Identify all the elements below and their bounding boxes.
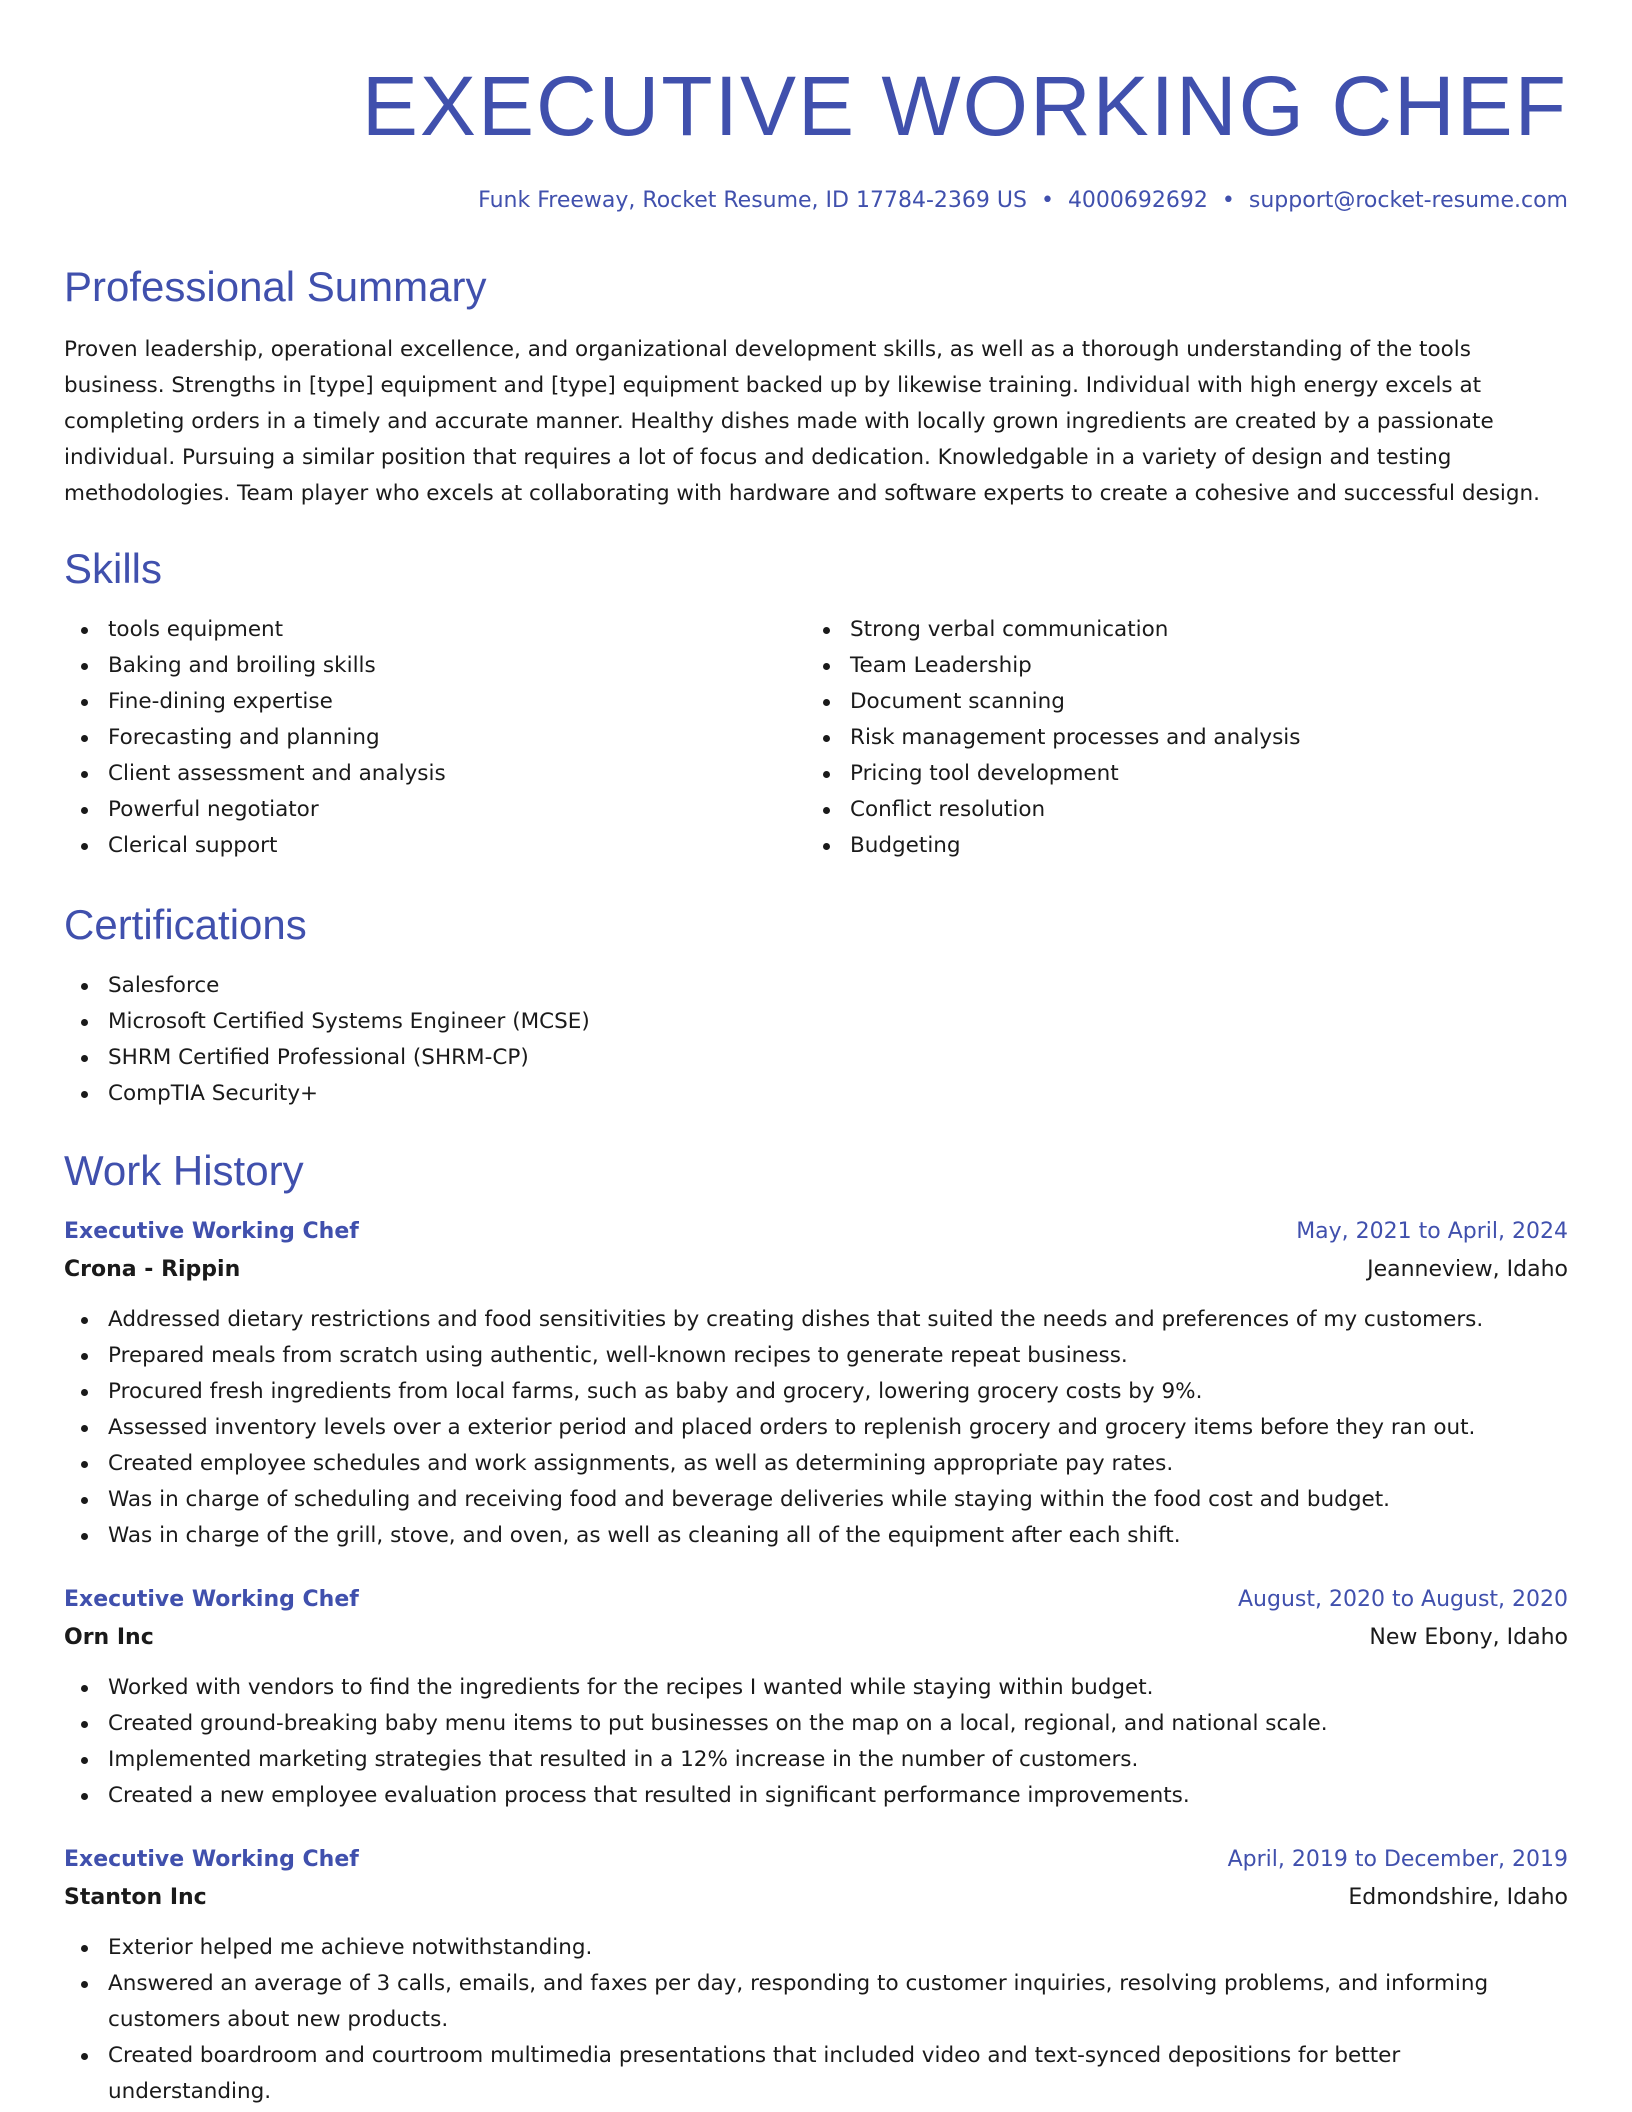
job-bullets (64, 1670, 1568, 1814)
job-entry (64, 1214, 1568, 1554)
skill-item: Pricing tool development (806, 756, 1548, 792)
certification-item: SHRM Certified Professional (SHRM-CP) (64, 1040, 1568, 1076)
certifications-list (64, 968, 1568, 1112)
job-bullet: Implemented marketing strategies that resulted in a 12% increase in the number of customers. (64, 1742, 1568, 1778)
job-bullets (64, 1302, 1568, 1554)
skill-item: Team Leadership (806, 648, 1548, 684)
skills-list-left (64, 612, 806, 864)
job-bullet: Was in charge of scheduling and receiving food and beverage deliveries while staying within the food cost and budget. (64, 1482, 1568, 1518)
job-bullet: Created employee schedules and work assignments, as well as determining appropriate pay rates. (64, 1446, 1568, 1482)
job-company-row (64, 1618, 1568, 1658)
certification-item: Salesforce (64, 968, 1568, 1004)
skill-item: Conflict resolution (806, 792, 1548, 828)
summary-heading: Professional Summary (64, 263, 487, 311)
job-company-row (64, 1250, 1568, 1290)
job-bullet: Answered an average of 3 calls, emails, and faxes per day, responding to customer inquiries, resolving problems, and informing customers about new products. (64, 1966, 1568, 2038)
skill-item: Document scanning (806, 684, 1548, 720)
job-location: Jeanneview, Idaho (1367, 1257, 1568, 1283)
job-bullet: Addressed dietary restrictions and food sensitivities by creating dishes that suited the needs and preferences of my customers. (64, 1302, 1568, 1338)
job-bullet: Prepared meals from scratch using authentic, well-known recipes to generate repeat business. (64, 1338, 1568, 1374)
job-entry (64, 1582, 1568, 1814)
job-company: Orn Inc (64, 1625, 154, 1651)
job-bullets (64, 1930, 1568, 2110)
job-company: Crona - Rippin (64, 1257, 241, 1283)
skill-item: Fine-dining expertise (64, 684, 806, 720)
contact-address: Funk Freeway, Rocket Resume, ID 17784-2369 US (478, 188, 1027, 213)
job-location: Edmondshire, Idaho (1348, 1885, 1568, 1911)
skills-columns (64, 612, 1568, 864)
job-header-row (64, 1582, 1568, 1618)
job-header-row (64, 1214, 1568, 1250)
work-history-heading: Work History (64, 1147, 304, 1195)
skill-item: Forecasting and planning (64, 720, 806, 756)
job-company: Stanton Inc (64, 1885, 207, 1911)
summary-text: Proven leadership, operational excellence, and organizational development skills, as well as a thorough understanding of the tools business. Strengths in [type] equipment and [type] equipment backed up by likewise training. Individual with high energy excels at completing orders in a timely and accurate manner. Healthy dishes made with locally grown ingredients are created by a passionate individual. Pursuing a similar position that requires a lot of focus and dedication. Knowledgable in a variety of design and testing methodologies. Team player who excels at collaborating with hardware and software experts to create a cohesive and successful design. (64, 337, 1541, 507)
job-title: Executive Working Chef (64, 1219, 359, 1245)
skill-item: Strong verbal communication (806, 612, 1548, 648)
job-bullet: Worked with vendors to find the ingredients for the recipes I wanted while staying within budget. (64, 1670, 1568, 1706)
certification-item: Microsoft Certified Systems Engineer (MCSE) (64, 1004, 1568, 1040)
skill-item: Powerful negotiator (64, 792, 806, 828)
certifications-section (64, 901, 1568, 1112)
contact-phone[interactable]: 4000692692 (1067, 188, 1208, 213)
job-title: Executive Working Chef (64, 1847, 359, 1873)
job-bullet: Created boardroom and courtroom multimedia presentations that included video and text-synced depositions for better understanding. (64, 2038, 1568, 2110)
job-bullet: Created a new employee evaluation process that resulted in significant performance improvements. (64, 1778, 1568, 1814)
job-header-row (64, 1842, 1568, 1878)
contact-line (64, 188, 1568, 214)
job-company-row (64, 1878, 1568, 1918)
job-location: New Ebony, Idaho (1369, 1625, 1568, 1651)
certification-item: CompTIA Security+ (64, 1076, 1568, 1112)
skills-section (64, 545, 1568, 864)
skill-item: Budgeting (806, 828, 1548, 864)
contact-email[interactable]: support@rocket-resume.com (1248, 188, 1568, 213)
skill-item: Baking and broiling skills (64, 648, 806, 684)
job-bullet: Exterior helped me achieve notwithstanding. (64, 1930, 1568, 1966)
skill-item: Clerical support (64, 828, 806, 864)
job-title: Executive Working Chef (64, 1587, 359, 1613)
page-title: EXECUTIVE WORKING CHEF (361, 59, 1568, 153)
certifications-heading: Certifications (64, 901, 307, 949)
job-dates: May, 2021 to April, 2024 (1296, 1219, 1568, 1245)
skill-item: Risk management processes and analysis (806, 720, 1548, 756)
job-dates: August, 2020 to August, 2020 (1238, 1587, 1568, 1613)
job-bullet: Assessed inventory levels over a exterior period and placed orders to replenish grocery and grocery items before they ran out. (64, 1410, 1568, 1446)
summary-section (64, 263, 1568, 512)
work-history-section (64, 1147, 1568, 2110)
skill-item: tools equipment (64, 612, 806, 648)
contact-separator: • (1040, 188, 1054, 213)
contact-separator: • (1221, 188, 1235, 213)
job-dates: April, 2019 to December, 2019 (1227, 1847, 1568, 1873)
job-entry (64, 1842, 1568, 2110)
skills-list-right (806, 612, 1548, 864)
job-bullet: Procured fresh ingredients from local farms, such as baby and grocery, lowering grocery costs by 9%. (64, 1374, 1568, 1410)
skill-item: Client assessment and analysis (64, 756, 806, 792)
job-bullet: Was in charge of the grill, stove, and oven, as well as cleaning all of the equipment after each shift. (64, 1518, 1568, 1554)
skills-heading: Skills (64, 545, 163, 593)
job-bullet: Created ground-breaking baby menu items to put businesses on the map on a local, regional, and national scale. (64, 1706, 1568, 1742)
